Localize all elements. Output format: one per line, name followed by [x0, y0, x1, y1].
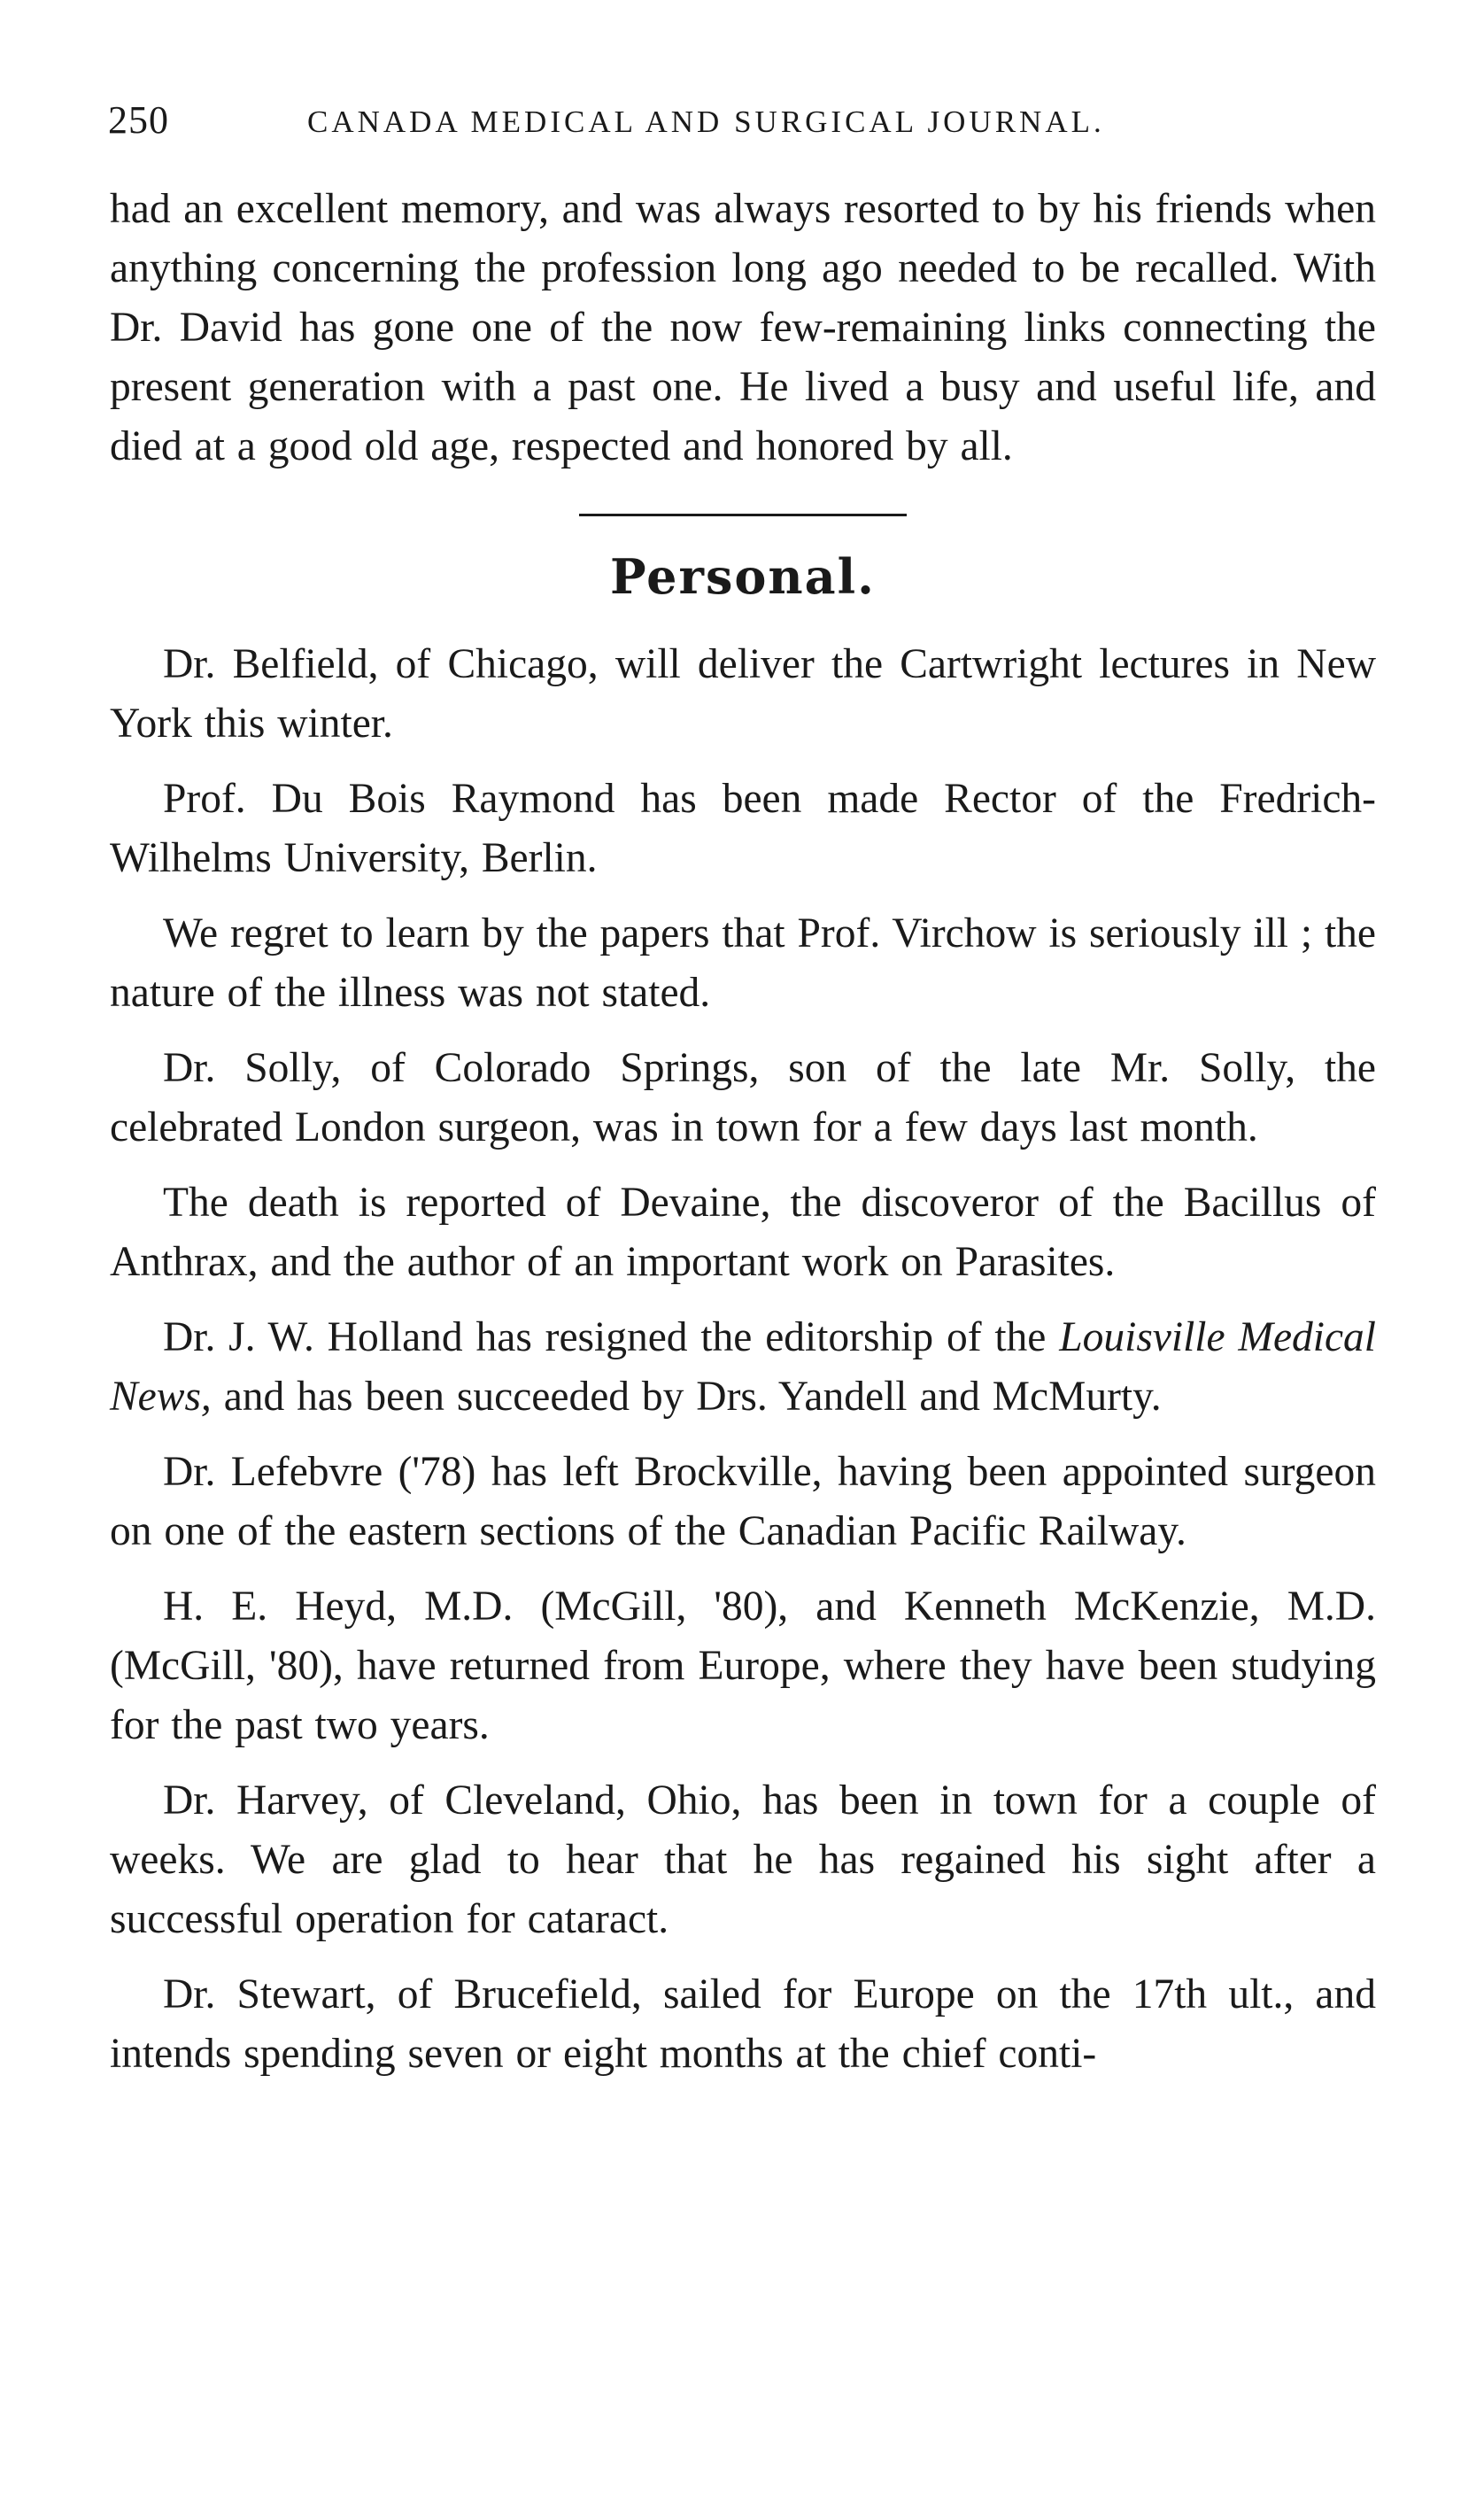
- holland-text-before: Dr. J. W. Holland has resigned the editorship of the: [163, 1314, 1060, 1360]
- publication-title: Louisville Medical News,: [110, 1314, 1376, 1420]
- news-item-belfield: Dr. Belfield, of Chicago, will deliver the Cartwright lectures in New York this winter.: [110, 641, 1376, 747]
- obituary-closing-paragraph: had an excellent memory, and was always resorted to by his friends when anything concerning the profession long ago needed to be recalled. With Dr. David has gone one of the now few-remaining links connecting the present generation with a past one. He lived a busy and useful life, and died at a good old age, respected and honored by all.: [110, 186, 1376, 469]
- news-item-stewart: Dr. Stewart, of Brucefield, sailed for Europe on the 17th ult., and intends spending seven or eight months at the chief conti-: [110, 1971, 1376, 2077]
- section-heading-personal: Personal.: [610, 548, 876, 605]
- news-item-solly: Dr. Solly, of Colorado Springs, son of the late Mr. Solly, the celebrated London surgeon, was in town for a few days last month.: [110, 1045, 1376, 1150]
- news-item-heyd-mckenzie: H. E. Heyd, M.D. (McGill, '80), and Kenneth McKenzie, M.D. (McGill, '80), have returned from Europe, where they have been studying for the past two years.: [110, 1584, 1376, 1748]
- news-item-virchow: We regret to learn by the papers that Prof. Virchow is seriously ill ; the nature of the illness was not stated.: [110, 910, 1376, 1016]
- page-number: 250: [108, 98, 169, 142]
- journal-title: CANADA MEDICAL AND SURGICAL JOURNAL.: [307, 105, 1105, 139]
- news-item-devaine: The death is reported of Devaine, the discoveror of the Bacillus of Anthrax, and the author of an important work on Parasites.: [110, 1180, 1376, 1285]
- holland-text-after: and has been succeeded by Drs. Yandell and McMurty.: [211, 1374, 1162, 1420]
- running-head: [108, 97, 1383, 151]
- section-divider: [579, 514, 907, 516]
- news-item-lefebvre: Dr. Lefebvre ('78) has left Brockville, having been appointed surgeon on one of the eastern sections of the Canadian Pacific Railway.: [110, 1449, 1376, 1554]
- news-item-du-bois-raymond: Prof. Du Bois Raymond has been made Rector of the Fredrich-Wilhelms University, Berlin.: [110, 776, 1376, 881]
- text-column: [110, 180, 1376, 2100]
- news-item-holland: [110, 1308, 1376, 1427]
- news-item-harvey: Dr. Harvey, of Cleveland, Ohio, has been in town for a couple of weeks. We are glad to hear that he has regained his sight after a successful operation for cataract.: [110, 1777, 1376, 1942]
